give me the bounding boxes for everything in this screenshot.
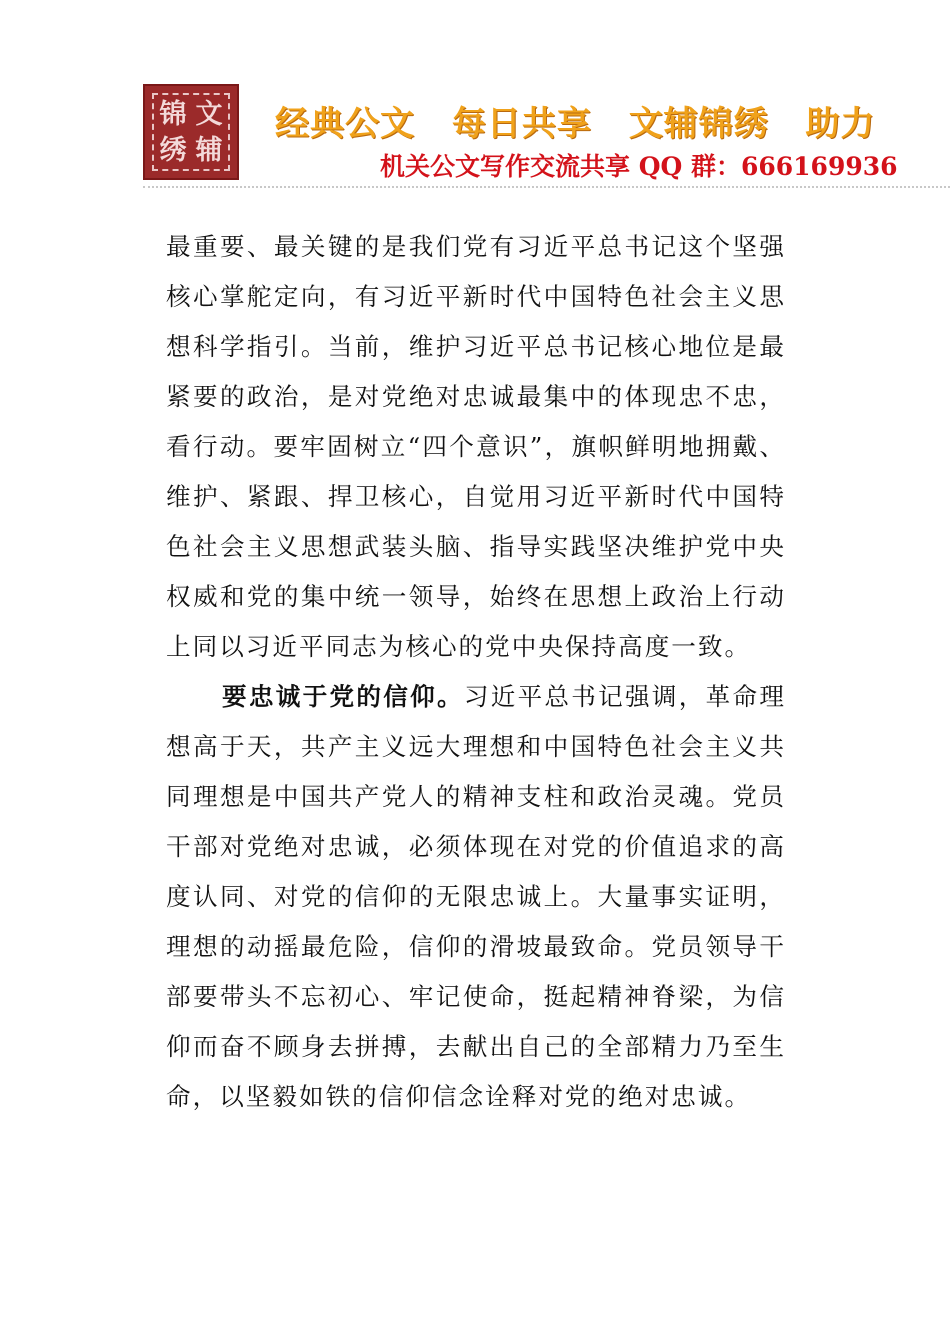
slogan-part: 文辅锦绣 xyxy=(628,104,769,144)
body-paragraph: 最重要、最关键的是我们党有习近平总书记这个坚强核心掌舵定向，有习近平新时代中国特色社会主义思想科学指引。当前，维护习近平总书记核心地位是最紧要的政治，是对党绝对忠诚最集中的体现忠不忠，看行动。要牢固树立“四个意识”，旗帜鲜明地拥戴、维护、紧跟、捍卫核心，自觉用习近平新时代中国特色社会主义思想武装头脑、指导实践坚决维护党中央权威和党的集中统一领导，始终在思想上政治上行动上同以习近平同志为核心的党中央保持高度一致。 xyxy=(166,232,786,661)
paragraph-text: 习近平总书记强调，革命理想高于天，共产主义远大理想和中国特色社会主义共同理想是中国共产党人的精神支柱和政治灵魂。党员干部对党绝对忠诚，必须体现在对党的价值追求的高度认同、对党的信仰的无限忠诚上。大量事实证明，理想的动摇最危险，信仰的滑坡最致命。党员领导干部要带头不忘初心、牢记使命，挺起精神脊梁，为信仰而奋不顾身去拼搏，去献出自己的全部精力乃至生命，以坚毅如铁的信仰信念诠释对党的绝对忠诚。 xyxy=(166,682,786,1111)
slogan-part: 每日共享 xyxy=(451,104,592,144)
header-divider xyxy=(143,186,950,188)
seal-characters xyxy=(155,96,227,168)
seal-char: 绣 xyxy=(159,134,187,166)
qq-group-line: 机关公文写作交流共享 QQ 群：666169936 xyxy=(380,152,898,181)
seal-logo xyxy=(143,84,239,180)
seal-char: 辅 xyxy=(195,134,223,166)
slogan-part: 经典公文 xyxy=(275,104,415,144)
paragraph-lead-heading: 要忠诚于党的信仰。 xyxy=(222,682,464,711)
slogan-part: 助力 xyxy=(805,104,876,144)
header-slogan xyxy=(275,96,900,145)
seal-char: 锦 xyxy=(159,98,187,130)
body-paragraph xyxy=(166,672,786,1122)
document-header xyxy=(0,0,950,190)
seal-char: 文 xyxy=(195,98,223,130)
document-body xyxy=(166,222,786,1122)
